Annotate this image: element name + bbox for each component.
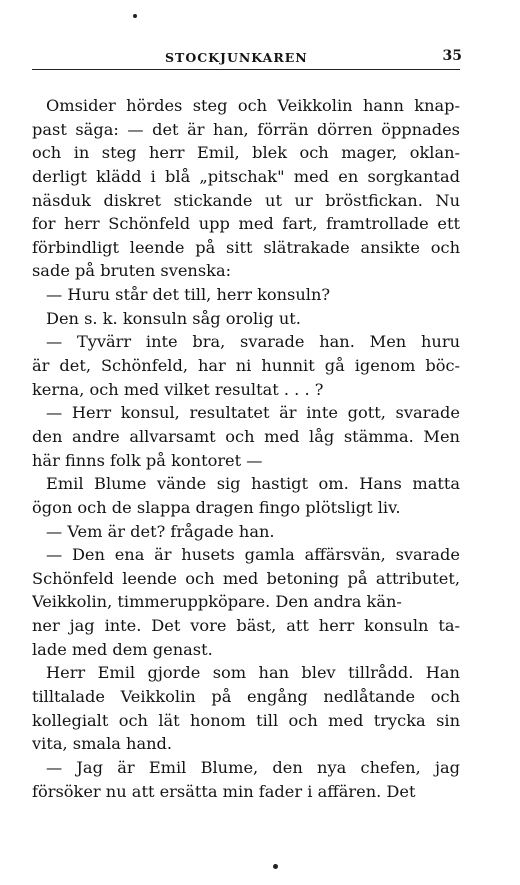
text-line: är det, Schönfeld, har ni hunnit gå igenom böc- [32, 356, 460, 376]
text-line: Emil Blume vände sig hastigt om. Hans matta [46, 474, 460, 494]
text-line: Herr Emil gjorde som han blev tillrådd. Han [46, 663, 460, 683]
text-line: for herr Schönfeld upp med fart, framtrollade ett [32, 214, 460, 234]
body-text [32, 94, 460, 803]
text-line: ner jag inte. Det vore bäst, att herr konsuln ta- [32, 616, 460, 636]
text-line: och in steg herr Emil, blek och mager, oklan- [32, 143, 460, 163]
text-line: — Herr konsul, resultatet är inte gott, svarade [46, 403, 460, 423]
text-line: derligt klädd i blå „pitschak" med en sorgkantad [32, 166, 460, 186]
print-speck [273, 864, 278, 869]
text-line: past säga: — det är han, förrän dörren öppnades [32, 119, 460, 139]
text-line: Den s. k. konsuln såg orolig ut. [46, 308, 301, 328]
text-line: lade med dem genast. [32, 639, 213, 659]
text-line: sade på bruten svenska: [32, 261, 232, 281]
header-rule [32, 69, 460, 70]
text-line: — Huru står det till, herr konsuln? [46, 285, 331, 305]
text-line: kollegialt och lät honom till och med trycka sin [32, 710, 460, 730]
text-line: den andre allvarsamt och med låg stämma. Men [32, 426, 460, 446]
text-line: Omsider hördes steg och Veikkolin hann knap- [46, 96, 460, 115]
print-speck [133, 14, 137, 18]
text-line: kerna, och med vilket resultat . . . ? [32, 379, 324, 399]
text-line: — Den ena är husets gamla affärsvän, svarade [46, 545, 460, 565]
text-line: — Vem är det? frågade han. [46, 521, 275, 541]
text-line: Veikkolin, timmeruppköpare. Den andra kän- [32, 592, 402, 612]
text-line: vita, smala hand. [32, 734, 173, 754]
text-line: här finns folk på kontoret — [32, 450, 263, 470]
text-line: ögon och de slappa dragen fingo plötsligt liv. [32, 497, 401, 517]
page-number: 35 [442, 48, 462, 64]
text-line: förbindligt leende på sitt slätrakade ansikte och [32, 237, 460, 257]
text-line: — Jag är Emil Blume, den nya chefen, jag [46, 757, 460, 777]
text-line: — Tyvärr inte bra, svarade han. Men huru [46, 332, 460, 352]
text-line: Schönfeld leende och med betoning på attributet, [32, 568, 460, 588]
text-line: försöker nu att ersätta min fader i affären. Det [32, 781, 416, 801]
text-line: näsduk diskret stickande ut ur bröstfickan. Nu [32, 190, 460, 210]
text-line: tilltalade Veikkolin på engång nedlåtande och [32, 687, 460, 707]
running-title: STOCKJUNKAREN [165, 50, 308, 65]
